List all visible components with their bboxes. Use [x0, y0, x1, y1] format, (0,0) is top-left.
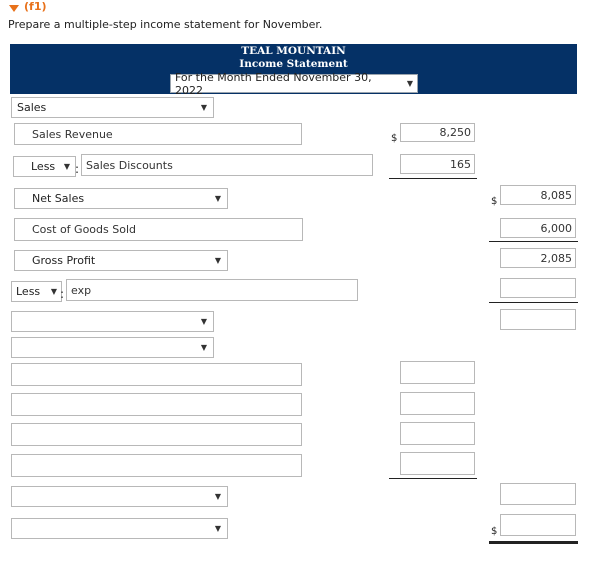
blank-amount[interactable]: [500, 309, 576, 330]
chevron-down-icon: ▼: [214, 194, 221, 203]
chevron-down-icon: ▼: [200, 317, 207, 326]
blank-text-field[interactable]: [11, 363, 302, 386]
part-label: (f1): [24, 0, 47, 13]
blank-text-field[interactable]: [11, 454, 302, 477]
period-select-value: For the Month Ended November 30, 2022: [175, 70, 372, 97]
sales-select-value: Sales: [17, 101, 47, 114]
chevron-down-icon: ▼: [50, 287, 57, 296]
subtotal-rule: [489, 302, 578, 303]
less-select-2[interactable]: [11, 281, 65, 302]
net-sales-select-value: Net Sales: [32, 192, 85, 205]
cogs-amount[interactable]: 6,000: [500, 218, 576, 238]
blank-amount[interactable]: [400, 392, 475, 415]
less-select-value: Less: [31, 160, 56, 173]
chevron-down-icon: ▼: [200, 343, 207, 352]
blank-text-field[interactable]: [11, 423, 302, 446]
blank-amount[interactable]: [400, 361, 475, 384]
subtotal-rule: [389, 478, 477, 479]
sales-discounts-field[interactable]: Sales Discounts: [81, 154, 373, 176]
chevron-down-icon: ▼: [63, 162, 70, 171]
blank-select[interactable]: [11, 311, 214, 332]
double-rule: [489, 541, 578, 544]
sales-discounts-amount[interactable]: 165: [400, 154, 475, 174]
blank-amount[interactable]: [400, 422, 475, 445]
blank-select[interactable]: [11, 518, 228, 539]
currency-symbol: $: [491, 196, 498, 207]
collapse-triangle-icon[interactable]: [9, 5, 19, 12]
sales-revenue-amount[interactable]: 8,250: [400, 123, 475, 142]
subtotal-rule: [389, 178, 477, 179]
instruction-text: Prepare a multiple-step income statement for November.: [8, 18, 323, 31]
colon-separator: :: [60, 287, 65, 301]
blank-amount[interactable]: [500, 483, 576, 505]
less-select-value: Less: [16, 285, 41, 298]
chevron-down-icon: ▼: [214, 524, 221, 533]
sales-revenue-field[interactable]: Sales Revenue: [14, 123, 302, 145]
company-name: TEAL MOUNTAIN: [241, 45, 346, 57]
blank-text-field[interactable]: [11, 393, 302, 416]
expenses-total-amount[interactable]: [500, 278, 576, 298]
net-sales-select[interactable]: [14, 188, 228, 209]
currency-symbol: $: [391, 133, 398, 144]
cogs-field[interactable]: Cost of Goods Sold: [14, 218, 303, 241]
blank-select[interactable]: [11, 486, 228, 507]
gross-profit-select[interactable]: [14, 250, 228, 271]
less-select-1[interactable]: [13, 156, 76, 177]
colon-separator: :: [75, 162, 80, 176]
sales-select[interactable]: [11, 97, 214, 118]
chevron-down-icon: ▼: [214, 492, 221, 501]
chevron-down-icon: ▼: [214, 256, 221, 265]
net-sales-amount[interactable]: 8,085: [500, 185, 576, 205]
chevron-down-icon: ▼: [200, 103, 207, 112]
gross-profit-select-value: Gross Profit: [32, 254, 96, 267]
expenses-field[interactable]: exp: [66, 279, 358, 301]
gross-profit-amount[interactable]: 2,085: [500, 248, 576, 268]
final-total-amount[interactable]: [500, 514, 576, 536]
statement-title: Income Statement: [239, 58, 348, 70]
blank-select[interactable]: [11, 337, 214, 358]
chevron-down-icon: ▼: [406, 79, 413, 88]
currency-symbol: $: [491, 526, 498, 537]
subtotal-rule: [489, 241, 578, 242]
period-select[interactable]: [170, 70, 418, 97]
blank-amount[interactable]: [400, 452, 475, 475]
